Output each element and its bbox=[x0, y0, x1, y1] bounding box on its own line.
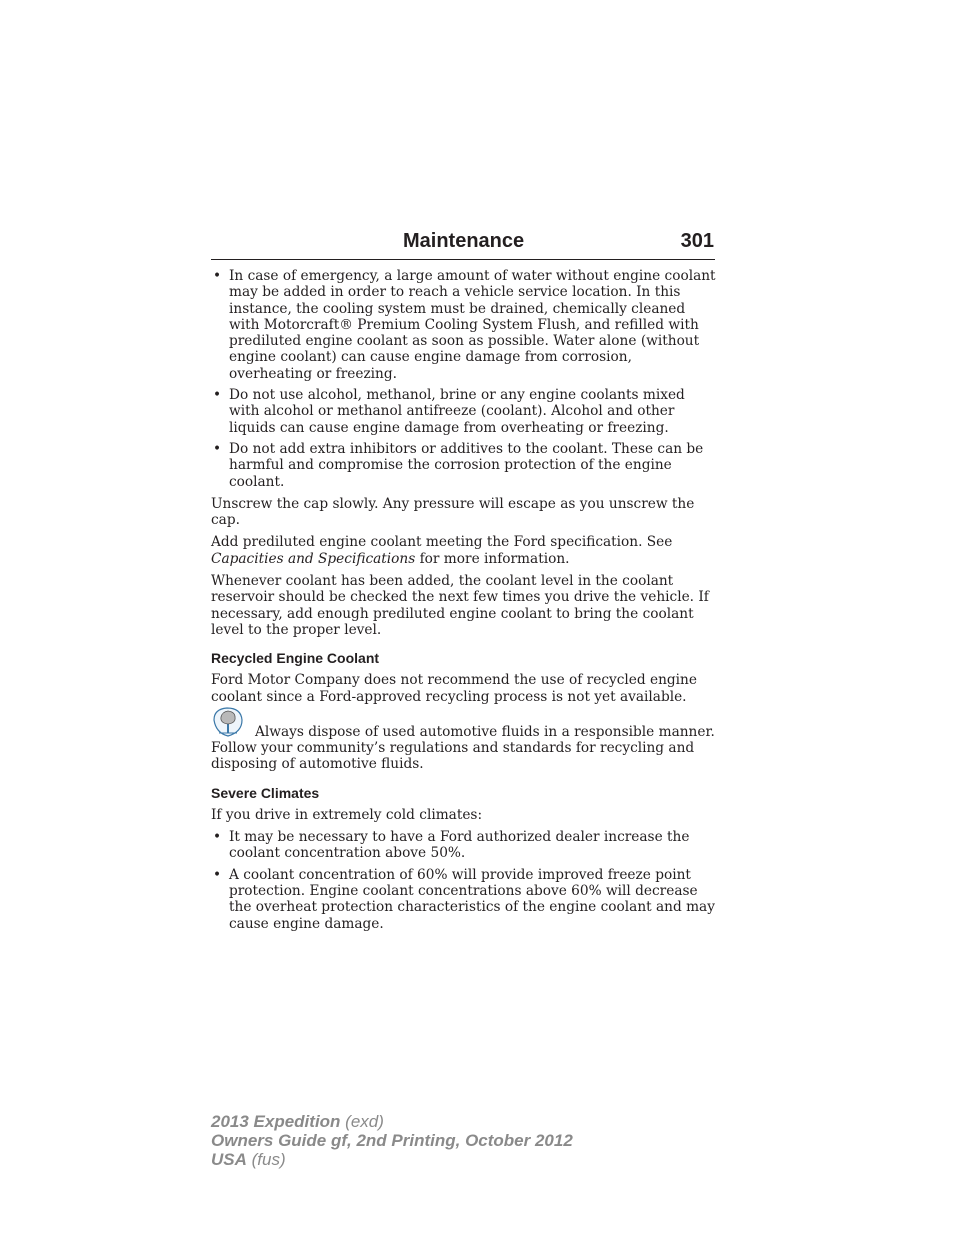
tree-leaf-icon bbox=[211, 706, 245, 738]
paragraph-severe-intro: If you drive in extremely cold climates: bbox=[211, 806, 483, 823]
list-item: • In case of emergency, a large amount of water without engine coolant may be added in order to reach a vehicle service location. In this instance, the cooling system must be drained, chemically cleaned with Motorcraft® Premium Cooling System Flush, and refilled with prediluted engine coolant as soon as possible. Water alone (without engine coolant) can cause engine damage from corrosion, overheating or freezing. bbox=[213, 268, 716, 382]
bullet-icon: • bbox=[213, 387, 222, 404]
paragraph-recycled: Ford Motor Company does not recommend the use of recycled engine coolant since a Ford-approved recycling process is not yet available. bbox=[211, 672, 697, 705]
paragraph-unscrew: Unscrew the cap slowly. Any pressure will escape as you unscrew the cap. bbox=[211, 495, 695, 529]
list-item: • It may be necessary to have a Ford authorized dealer increase the coolant concentration above 50%. bbox=[213, 829, 690, 862]
paragraph-whenever: Whenever coolant has been added, the coolant level in the coolant reservoir should be checked the next few times you drive the vehicle. If necessary, add enough prediluted engine coolant to bring the coolant level to the proper level. bbox=[211, 573, 709, 638]
page-footer bbox=[211, 1112, 573, 1169]
bullet-icon: • bbox=[213, 866, 222, 883]
eco-line-first: Always dispose of used automotive fluids in a responsible manner. bbox=[255, 723, 715, 740]
footer-line-market: USA (fus) bbox=[211, 1150, 286, 1169]
bullet-icon: • bbox=[213, 268, 222, 284]
heading-recycled-coolant: Recycled Engine Coolant bbox=[211, 650, 380, 667]
footer-line-printing: Owners Guide gf, 2nd Printing, October 2012 bbox=[211, 1131, 573, 1150]
page-content bbox=[211, 268, 717, 938]
page-header bbox=[211, 229, 715, 260]
paragraph-add-coolant: Add prediluted engine coolant meeting the Ford specification. See Capacities and Specifications for more information. bbox=[211, 534, 673, 567]
list-item: • Do not add extra inhibitors or additives to the coolant. These can be harmful and compromise the corrosion protection of the engine coolant. bbox=[213, 440, 704, 490]
bullet-icon: • bbox=[213, 440, 222, 457]
page-number: 301 bbox=[680, 230, 714, 252]
eco-line-rest: Follow your community’s regulations and standards for recycling and disposing of automotive fluids. bbox=[211, 740, 695, 773]
heading-severe-climates: Severe Climates bbox=[211, 784, 320, 801]
eco-notice bbox=[211, 711, 717, 773]
section-title: Maintenance bbox=[403, 230, 525, 252]
footer-line-model: 2013 Expedition (exd) bbox=[211, 1112, 384, 1131]
bullet-icon: • bbox=[213, 829, 222, 846]
cross-reference-link: Capacities and Specifications bbox=[211, 550, 416, 567]
list-item: • Do not use alcohol, methanol, brine or any engine coolants mixed with alcohol or methanol antifreeze (coolant). Alcohol and other liquids can cause engine damage from overheating or freezing. bbox=[213, 387, 685, 436]
list-item: • A coolant concentration of 60% will provide improved freeze point protection. Engine coolant concentrations above 60% will decrease the overheat protection characteristics of the engine coolant and may cause engine damage. bbox=[213, 866, 715, 932]
bullet-list-severe bbox=[211, 829, 717, 932]
bullet-list-top bbox=[211, 268, 717, 490]
